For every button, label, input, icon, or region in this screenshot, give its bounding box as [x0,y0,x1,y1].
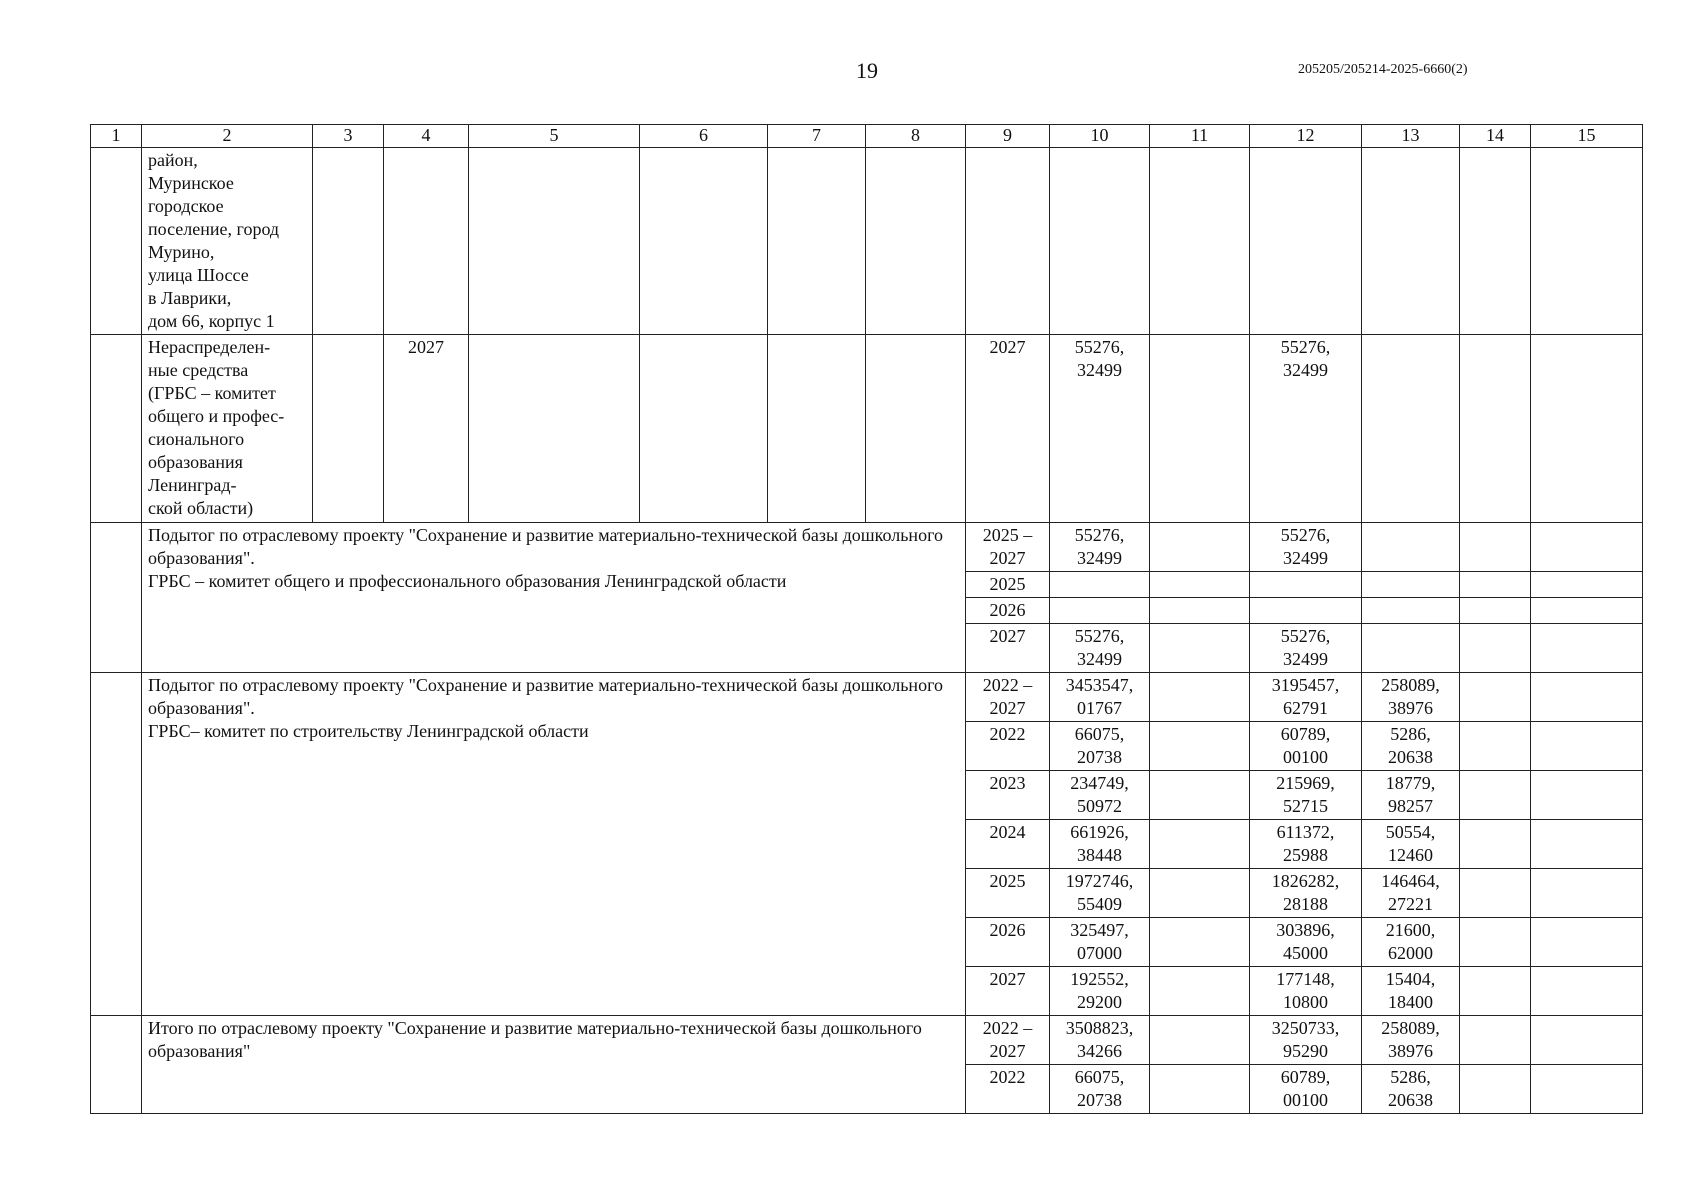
regional-budget-amount: 3195457, 62791 [1250,673,1362,722]
local-budget-amount: 258089, 38976 [1362,1016,1460,1065]
cell [1531,967,1643,1016]
column-number: 12 [1250,125,1362,148]
total-amount: 661926, 38448 [1050,820,1150,869]
cell [91,673,142,1016]
cell [1150,624,1250,673]
year: 2024 [966,820,1050,869]
cell [1531,673,1643,722]
total-amount: 66075, 20738 [1050,1065,1150,1114]
cell [1531,1065,1643,1114]
regional-budget-amount [1250,598,1362,624]
cell [1150,1016,1250,1065]
column-number: 5 [469,125,640,148]
year: 2027 [966,624,1050,673]
cell [1460,1016,1531,1065]
regional-budget-amount [1250,572,1362,598]
budget-table [90,124,1643,1114]
cell [1531,624,1643,673]
cell [313,335,384,523]
total-amount: 3508823, 34266 [1050,1016,1150,1065]
table-row-unallocated [91,335,1643,523]
year: 2025 [966,869,1050,918]
cell [1531,918,1643,967]
regional-budget-amount: 55276, 32499 [1250,624,1362,673]
cell [1460,572,1531,598]
cell [768,148,866,335]
regional-budget-amount: 55276, 32499 [1250,335,1362,523]
cell [866,335,966,523]
column-number: 11 [1150,125,1250,148]
local-budget-amount: 15404, 18400 [1362,967,1460,1016]
cell [866,148,966,335]
column-number: 7 [768,125,866,148]
regional-budget-amount: 60789, 00100 [1250,1065,1362,1114]
cell [1531,598,1643,624]
total-amount [1050,572,1150,598]
cell [1460,918,1531,967]
local-budget-amount [1362,598,1460,624]
cell [91,1016,142,1114]
total-amount: 192552, 29200 [1050,967,1150,1016]
total-amount: 325497, 07000 [1050,918,1150,967]
regional-budget-amount: 215969, 52715 [1250,771,1362,820]
year: 2026 [966,598,1050,624]
cell [1362,335,1460,523]
cell [1150,673,1250,722]
cell [1150,523,1250,572]
subtotal-education-title: Подытог по отраслевому проекту "Сохранение и развитие материально-технической базы дошкольного образования". ГРБС – комитет общего и профессионального образования Ленинградской области [142,523,966,673]
year: 2022 – 2027 [966,673,1050,722]
column-number-row [91,125,1643,148]
cell [640,335,768,523]
cell [1150,869,1250,918]
local-budget-amount: 21600, 62000 [1362,918,1460,967]
cell [1150,967,1250,1016]
total-amount: 55276, 32499 [1050,335,1150,523]
year: 2026 [966,918,1050,967]
cell [469,335,640,523]
object-address: район, Муринское городское поселение, город Мурино, улица Шоссе в Лаврики, дом 66, корпус 1 [142,148,313,335]
column-number: 10 [1050,125,1150,148]
cell [1150,820,1250,869]
cell [1150,335,1250,523]
year: 2022 [966,1065,1050,1114]
column-number: 4 [384,125,469,148]
table-row-address [91,148,1643,335]
table-row [91,523,1643,572]
unallocated-funds-label: Нераспределен- ные средства (ГРБС – комитет общего и профес- сионального образования Ленинград- ской области) [142,335,313,523]
column-number: 8 [866,125,966,148]
document-id: 205205/205214-2025-6660(2) [1298,62,1468,77]
year: 2022 – 2027 [966,1016,1050,1065]
cell [1531,335,1643,523]
table-row [91,673,1643,722]
cell [1250,148,1362,335]
column-number: 6 [640,125,768,148]
total-amount: 55276, 32499 [1050,523,1150,572]
cell [1150,771,1250,820]
cell [91,523,142,673]
cell [966,148,1050,335]
cell [1050,148,1150,335]
local-budget-amount: 18779, 98257 [1362,771,1460,820]
subtotal-construction-title: Подытог по отраслевому проекту "Сохранение и развитие материально-технической базы дошкольного образования". ГРБС– комитет по строительству Ленинградской области [142,673,966,1016]
cell [1531,1016,1643,1065]
year: 2023 [966,771,1050,820]
local-budget-amount: 5286, 20638 [1362,722,1460,771]
cell [1460,148,1531,335]
cell [1150,918,1250,967]
cell [768,335,866,523]
column-number: 9 [966,125,1050,148]
regional-budget-amount: 1826282, 28188 [1250,869,1362,918]
total-amount: 66075, 20738 [1050,722,1150,771]
cell [1531,771,1643,820]
cell [1150,572,1250,598]
local-budget-amount: 5286, 20638 [1362,1065,1460,1114]
cell [1460,820,1531,869]
regional-budget-amount: 177148, 10800 [1250,967,1362,1016]
total-amount: 1972746, 55409 [1050,869,1150,918]
cell [1460,335,1531,523]
page-number: 19 [856,58,878,83]
cell [1460,598,1531,624]
cell [1460,967,1531,1016]
cell [1150,722,1250,771]
local-budget-amount [1362,624,1460,673]
local-budget-amount [1362,572,1460,598]
column-number: 3 [313,125,384,148]
regional-budget-amount: 55276, 32499 [1250,523,1362,572]
cell [1531,148,1643,335]
cell [469,148,640,335]
column-number: 15 [1531,125,1643,148]
cell [1531,820,1643,869]
cell [1531,572,1643,598]
column-number: 13 [1362,125,1460,148]
cell [1362,148,1460,335]
year: 2022 [966,722,1050,771]
cell [1531,523,1643,572]
cell [91,148,142,335]
regional-budget-amount: 611372, 25988 [1250,820,1362,869]
total-amount: 55276, 32499 [1050,624,1150,673]
year: 2025 – 2027 [966,523,1050,572]
cell [1460,722,1531,771]
total-amount: 234749, 50972 [1050,771,1150,820]
total-amount: 3453547, 01767 [1050,673,1150,722]
start-year: 2027 [384,335,469,523]
local-budget-amount: 50554, 12460 [1362,820,1460,869]
cell [640,148,768,335]
cell [1150,1065,1250,1114]
local-budget-amount: 258089, 38976 [1362,673,1460,722]
column-number: 2 [142,125,313,148]
regional-budget-amount: 303896, 45000 [1250,918,1362,967]
regional-budget-amount: 60789, 00100 [1250,722,1362,771]
year: 2027 [966,335,1050,523]
year: 2027 [966,967,1050,1016]
cell [1460,624,1531,673]
regional-budget-amount: 3250733, 95290 [1250,1016,1362,1065]
column-number: 14 [1460,125,1531,148]
cell [1460,771,1531,820]
cell [384,148,469,335]
cell [1460,673,1531,722]
cell [1460,523,1531,572]
cell [1460,1065,1531,1114]
table-row [91,1016,1643,1065]
cell [1531,722,1643,771]
local-budget-amount: 146464, 27221 [1362,869,1460,918]
cell [91,335,142,523]
cell [1150,598,1250,624]
cell [313,148,384,335]
local-budget-amount [1362,523,1460,572]
cell [1531,869,1643,918]
total-amount [1050,598,1150,624]
cell [1460,869,1531,918]
cell [1150,148,1250,335]
column-number: 1 [91,125,142,148]
year: 2025 [966,572,1050,598]
total-title: Итого по отраслевому проекту "Сохранение и развитие материально-технической базы дошкольного образования" [142,1016,966,1114]
